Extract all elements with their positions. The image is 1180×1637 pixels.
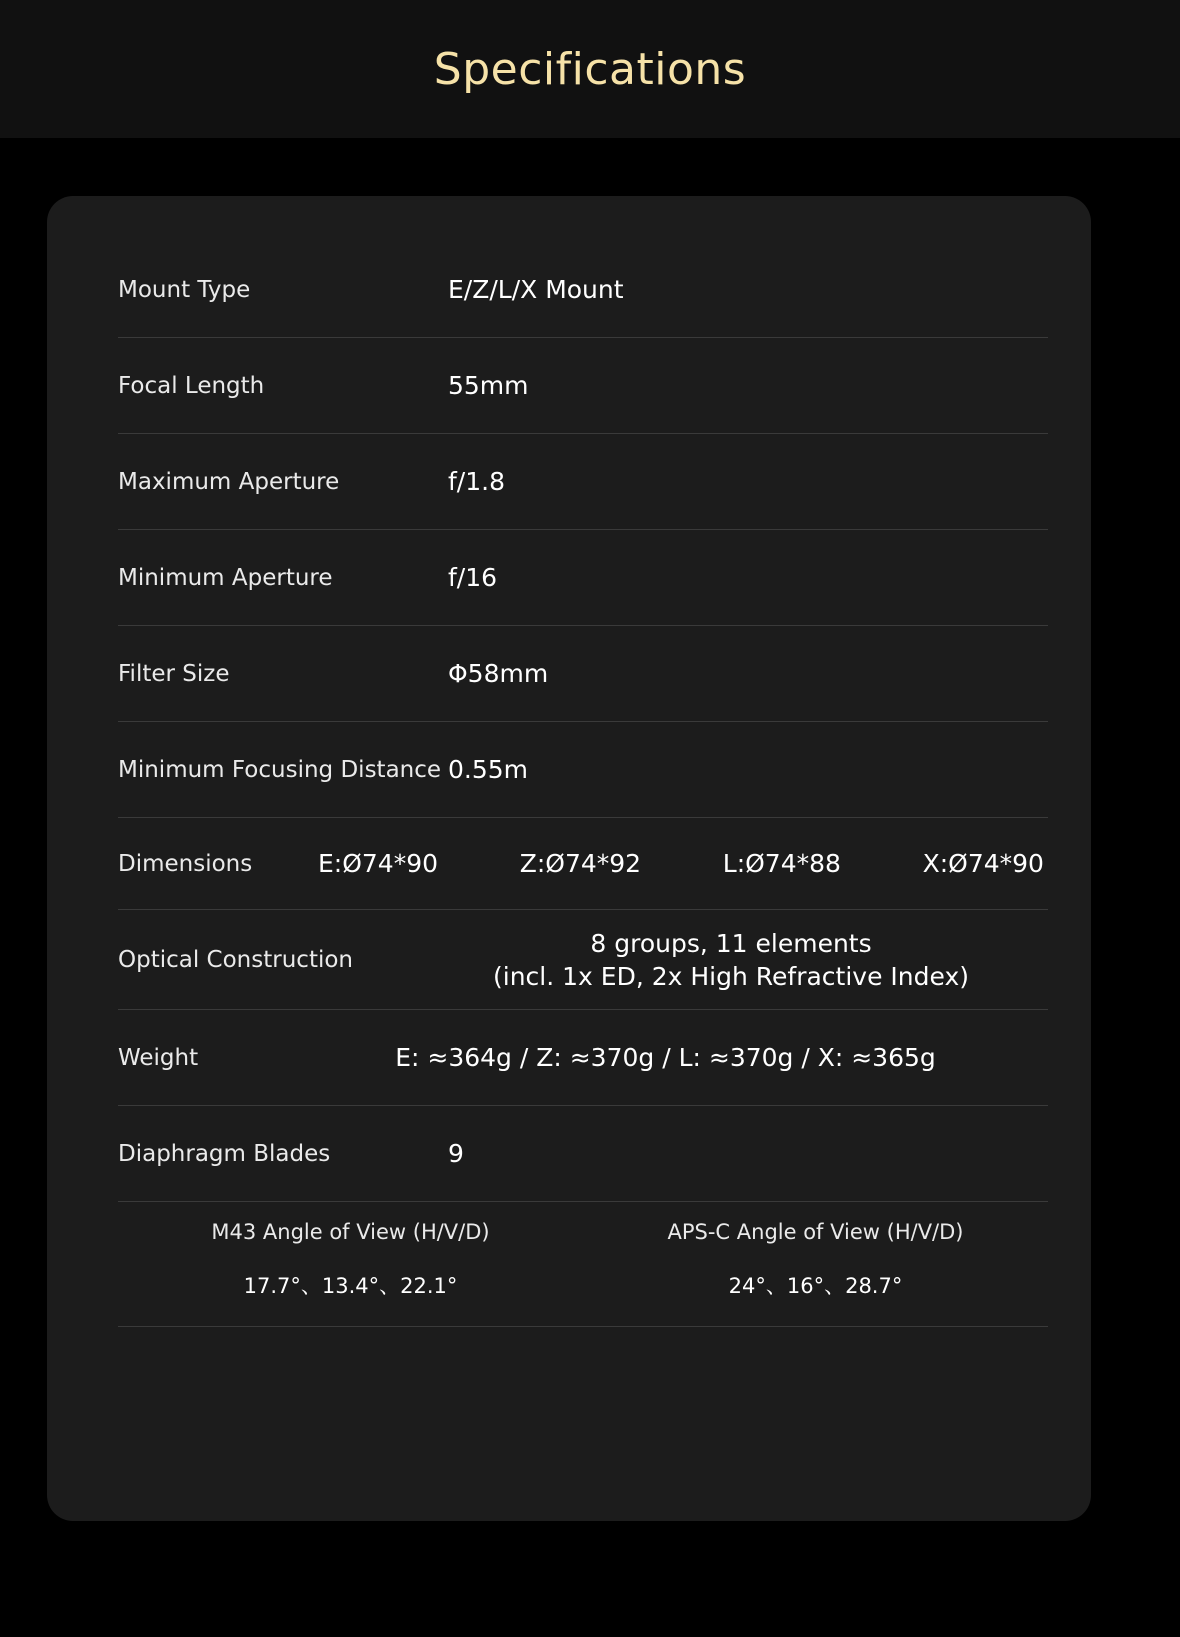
table-row bbox=[118, 722, 1048, 818]
spec-label: Focal Length bbox=[118, 372, 265, 399]
table-row bbox=[118, 530, 1048, 626]
table-row bbox=[118, 626, 1048, 722]
angle-of-view-values: 17.7°、13.4°、22.1° bbox=[243, 1274, 458, 1298]
header-band bbox=[0, 0, 1180, 138]
dimension-value-e: E:Ø74*90 bbox=[318, 849, 439, 878]
page-title: Specifications bbox=[433, 43, 747, 95]
spec-value: f/1.8 bbox=[448, 467, 505, 496]
table-row bbox=[118, 434, 1048, 530]
table-row-weight bbox=[118, 1010, 1048, 1106]
angle-of-view-title: M43 Angle of View (H/V/D) bbox=[211, 1220, 490, 1244]
blades-value: 9 bbox=[448, 1139, 464, 1168]
spec-value: f/16 bbox=[448, 563, 498, 592]
spec-label: Diaphragm Blades bbox=[118, 1140, 331, 1167]
spec-label: Filter Size bbox=[118, 660, 230, 687]
angle-of-view-apsc bbox=[583, 1220, 1048, 1300]
dimension-value-x: X:Ø74*90 bbox=[922, 849, 1044, 878]
table-row bbox=[118, 242, 1048, 338]
table-row bbox=[118, 338, 1048, 434]
spec-label: Minimum Aperture bbox=[118, 564, 333, 591]
spec-label: Dimensions bbox=[118, 850, 253, 877]
angle-of-view-values: 24°、16°、28.7° bbox=[728, 1274, 903, 1298]
optical-construction-value bbox=[408, 927, 1048, 993]
specifications-table bbox=[118, 242, 1048, 1327]
table-row-optical-construction bbox=[118, 910, 1048, 1010]
spec-label: Maximum Aperture bbox=[118, 468, 340, 495]
spec-label: Optical Construction bbox=[118, 946, 353, 973]
spec-label: Mount Type bbox=[118, 276, 251, 303]
dimension-value-z: Z:Ø74*92 bbox=[519, 849, 642, 878]
angle-of-view-title: APS-C Angle of View (H/V/D) bbox=[667, 1220, 964, 1244]
spec-value: 0.55m bbox=[448, 755, 529, 784]
spec-value: E/Z/L/X Mount bbox=[448, 275, 624, 304]
spec-label: Minimum Focusing Distance bbox=[118, 756, 442, 783]
table-row-dimensions bbox=[118, 818, 1048, 910]
spec-value: Φ58mm bbox=[448, 659, 549, 688]
optical-line-1: 8 groups, 11 elements bbox=[590, 928, 872, 958]
table-row-blades bbox=[118, 1106, 1048, 1202]
optical-line-2: (incl. 1x ED, 2x High Refractive Index) bbox=[493, 961, 969, 991]
specifications-card bbox=[47, 196, 1091, 1521]
weight-value: E: ≈364g / Z: ≈370g / L: ≈370g / X: ≈365g bbox=[395, 1043, 936, 1072]
spec-label: Weight bbox=[118, 1044, 199, 1071]
dimension-value-l: L:Ø74*88 bbox=[722, 849, 841, 878]
spec-value: 55mm bbox=[448, 371, 529, 400]
angle-of-view-section bbox=[118, 1202, 1048, 1327]
angle-of-view-m43 bbox=[118, 1220, 583, 1300]
dimensions-values bbox=[318, 849, 1048, 878]
